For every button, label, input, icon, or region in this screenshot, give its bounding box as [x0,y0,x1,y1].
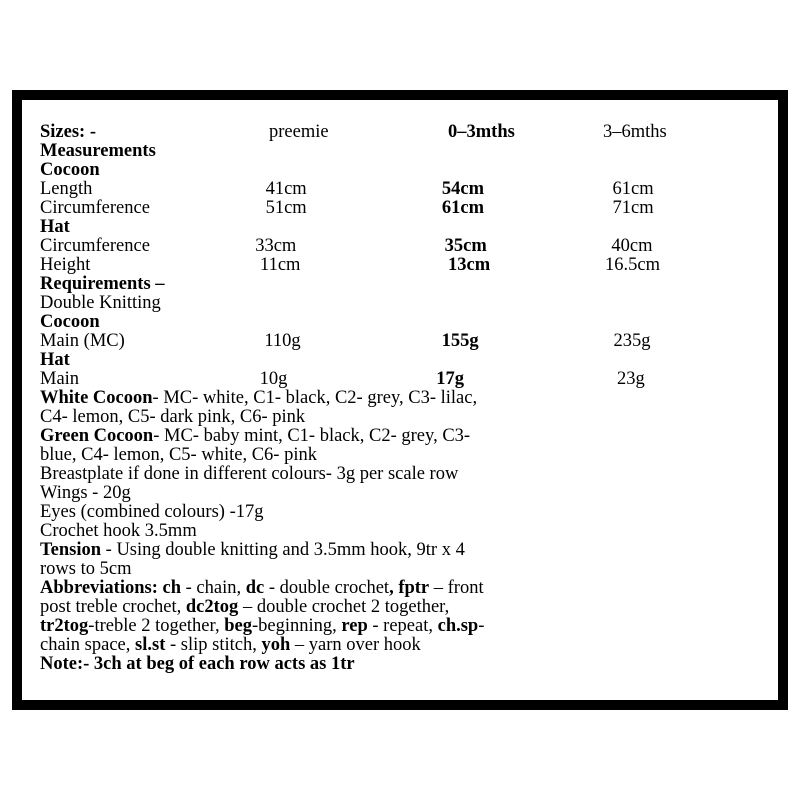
green-cocoon-title: Green Cocoon [40,426,154,446]
row-value: 40cm [611,236,653,256]
hat-heading: Hat [40,217,70,237]
abbr-meaning: – front [429,578,484,598]
row-value: 33cm [255,236,297,256]
tension-line-2: rows to 5cm [40,559,132,579]
row-label: Circumference [40,236,150,256]
measure-row [40,237,780,256]
abbr-term: dc2tog [185,597,239,617]
measure-row [40,199,780,218]
note-line: Note:- 3ch at beg of each row acts as 1tr [40,654,355,674]
requirements-heading: Requirements – [40,274,165,294]
white-cocoon-title: White Cocoon [40,388,153,408]
green-cocoon-line-2: blue, C4- lemon, C5- white, C6- pink [40,445,317,465]
row-label: Main (MC) [40,331,125,351]
yarn-row [40,332,780,351]
abbr-term: ch.sp [437,616,479,636]
row-label: Circumference [40,198,150,218]
abbreviations-line-2 [40,598,780,617]
tension-title: Tension [40,540,102,560]
abbr-meaning: - [478,616,485,636]
row-value: 41cm [265,179,307,199]
white-cocoon-line [40,389,780,408]
row-label: Height [40,255,91,275]
hat-yarn-heading: Hat [40,350,70,370]
measure-row [40,180,780,199]
abbr-meaning: – double crochet 2 together, [238,597,450,617]
abbr-meaning: - repeat, [367,616,438,636]
cocoon-heading: Cocoon [40,160,100,180]
white-cocoon-colours: - MC- white, C1- black, C2- grey, C3- lilac, [152,388,478,408]
abbr-term: sl.st [135,635,166,655]
row-value: 235g [613,331,651,351]
row-value: 17g [436,369,465,389]
abbreviations-line-3 [40,617,780,636]
row-value: 110g [264,331,301,351]
sizes-row [40,123,780,142]
row-value: 54cm [441,179,484,199]
tension-line [40,541,780,560]
abbr-meaning: – yarn over hook [290,635,421,655]
measurements-heading: Measurements [40,141,156,161]
wings-line: Wings - 20g [40,483,131,503]
row-label: Main [40,369,80,389]
abbr-term: ch [162,578,181,598]
hook-line: Crochet hook 3.5mm [40,521,197,541]
double-knitting-line: Double Knitting [40,293,161,313]
measure-row [40,256,780,275]
abbr-term: dc [245,578,265,598]
yarn-row [40,370,780,389]
abbr-meaning: post treble crochet, [40,597,186,617]
abbr-meaning: - slip stitch, [165,635,262,655]
tension-text: - Using double knitting and 3.5mm hook, 9tr x 4 [101,540,465,560]
size-3-6mths: 3–6mths [603,122,667,142]
document-frame [12,90,788,710]
pattern-text [40,123,780,674]
abbr-meaning: -beginning, [251,616,342,636]
abbr-term: beg [224,616,252,636]
document-page [22,100,778,700]
cocoon-yarn-heading: Cocoon [40,312,100,332]
row-value: 16.5cm [605,255,660,275]
row-value: 61cm [612,179,654,199]
green-cocoon-colours: - MC- baby mint, C1- black, C2- grey, C3- [153,426,471,446]
abbr-meaning: - chain, [181,578,246,598]
abbreviations-title: Abbreviations: [40,578,163,598]
breastplate-line: Breastplate if done in different colours- 3g per scale row [40,464,459,484]
abbr-term: yoh [261,635,291,655]
row-label: Length [40,179,93,199]
green-cocoon-line [40,427,780,446]
abbreviations-line-4 [40,636,780,655]
abbr-term: tr2tog [40,616,89,636]
row-value: 13cm [448,255,491,275]
row-value: 11cm [260,255,301,275]
abbr-meaning: - double crochet [264,578,390,598]
abbr-meaning: -treble 2 together, [88,616,225,636]
abbr-meaning: chain space, [40,635,136,655]
size-0-3mths: 0–3mths [448,122,515,142]
row-value: 61cm [441,198,484,218]
abbr-term: rep [341,616,368,636]
abbr-term: , fptr [389,578,430,598]
row-value: 71cm [612,198,654,218]
row-value: 51cm [265,198,307,218]
row-value: 35cm [444,236,487,256]
white-cocoon-line-2: C4- lemon, C5- dark pink, C6- pink [40,407,306,427]
sizes-label: Sizes: - [40,122,96,142]
abbreviations-line-1 [40,579,780,598]
row-value: 10g [259,369,288,389]
row-value: 155g [441,331,479,351]
eyes-line: Eyes (combined colours) -17g [40,502,264,522]
size-preemie: preemie [269,122,329,142]
row-value: 23g [616,369,645,389]
